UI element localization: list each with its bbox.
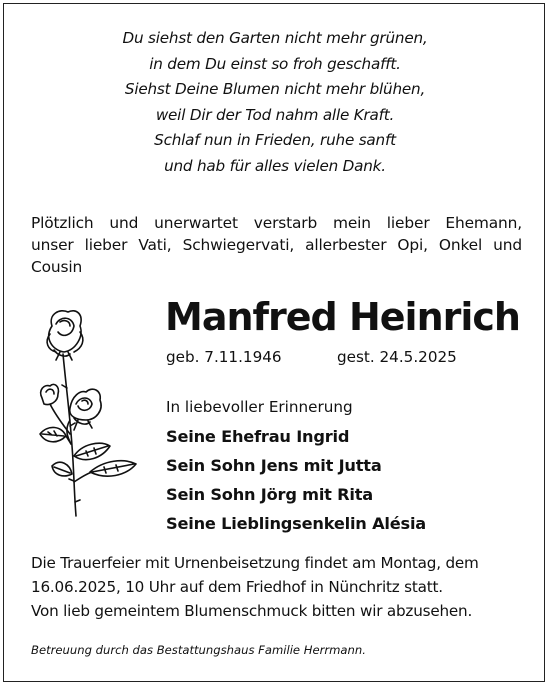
deceased-name: Manfred Heinrich: [165, 295, 520, 339]
death-date: gest. 24.5.2025: [337, 348, 457, 366]
poem-line: und hab für alles vielen Dank.: [164, 156, 386, 175]
undertaker-credit: Betreuung durch das Bestattungshaus Familie Herrmann.: [31, 643, 366, 657]
poem-line: Schlaf nun in Frieden, ruhe sanft: [154, 131, 396, 150]
announcement-line: unser lieber Vati, Schwiegervati, allerbester Opi, Onkel und: [31, 236, 522, 255]
poem-line: Siehst Deine Blumen nicht mehr blühen,: [124, 80, 426, 99]
poem-line: Du siehst den Garten nicht mehr grünen,: [122, 29, 428, 47]
mourner: Seine Ehefrau Ingrid: [166, 427, 350, 446]
death-announcement: [31, 212, 522, 279]
birth-date: geb. 7.11.1946: [166, 348, 282, 366]
announcement-line: Cousin: [31, 258, 83, 277]
mourner: Sein Sohn Jens mit Jutta: [166, 456, 382, 475]
mourners-list: [166, 422, 426, 538]
mourner: Sein Sohn Jörg mit Rita: [166, 485, 374, 504]
funeral-line: Die Trauerfeier mit Urnenbeisetzung findet am Montag, dem: [31, 554, 479, 572]
funeral-details: [31, 551, 526, 623]
rose-icon: [30, 306, 142, 520]
life-dates: [166, 346, 457, 368]
mourner: Seine Lieblingsenkelin Alésia: [166, 514, 427, 533]
funeral-line: Von lieb gemeintem Blumenschmuck bitten wir abzusehen.: [31, 602, 473, 620]
poem-line: weil Dir der Tod nahm alle Kraft.: [155, 105, 395, 124]
poem-line: in dem Du einst so froh geschafft.: [149, 54, 401, 73]
poem: [0, 26, 550, 180]
funeral-line: 16.06.2025, 10 Uhr auf dem Friedhof in Nünchritz statt.: [31, 578, 443, 596]
memory-heading: In liebevoller Erinnerung: [166, 398, 353, 416]
announcement-line: Plötzlich und unerwartet verstarb mein lieber Ehemann,: [31, 214, 522, 232]
